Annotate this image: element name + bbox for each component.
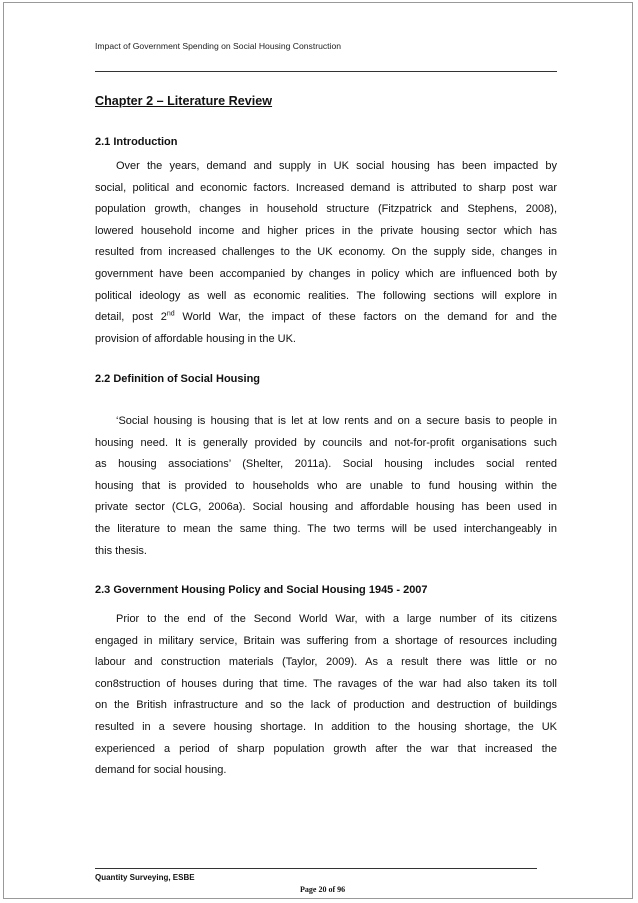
text-line: political ideology as well as economic realities. The following sections will explore in xyxy=(95,289,557,302)
footer-rule xyxy=(95,868,537,869)
text-line: Over the years, demand and supply in UK social housing has been impacted by xyxy=(116,160,557,172)
text-line: lowered household income and higher prices in the private housing sector which has xyxy=(95,224,557,237)
text-line: housing that is provided to households who are unable to fund housing within the xyxy=(95,479,557,492)
superscript: nd xyxy=(166,310,175,318)
paragraph-policy xyxy=(95,609,557,782)
text-line: engaged in military service, Britain was suffering from a shortage of resources including xyxy=(95,634,557,647)
text-fragment: detail, post 2 xyxy=(95,311,167,324)
page-number: Page 20 of 96 xyxy=(300,885,346,894)
paragraph-definition xyxy=(95,411,557,562)
text-line-with-superscript xyxy=(95,307,557,329)
running-header: Impact of Government Spending on Social Housing Construction xyxy=(95,41,342,51)
text-line: labour and construction materials (Taylor, 2009). As a result there was little or no xyxy=(95,656,557,669)
text-fragment: World War, the impact of these factors on the demand for and the xyxy=(174,311,557,324)
text-line: Prior to the end of the Second World War, with a large number of its citizens xyxy=(116,613,557,625)
text-line: on the British infrastructure and so the lack of production and destruction of buildings xyxy=(95,699,557,712)
text-line: resulted from increased challenges to the UK economy. On the supply side, changes in xyxy=(95,246,557,259)
text-line: social, political and economic factors. Increased demand is attributed to sharp post war xyxy=(95,181,557,194)
text-line: resulted in a severe housing shortage. In addition to the housing shortage, the UK xyxy=(95,720,557,733)
text-line: the literature to mean the same thing. The two terms will be used interchangeably in xyxy=(95,522,557,535)
chapter-title: Chapter 2 – Literature Review xyxy=(95,94,273,108)
text-line: con8struction of houses during that time. The ravages of the war had also taken its toll xyxy=(95,677,557,690)
section-heading-introduction: 2.1 Introduction xyxy=(95,136,178,148)
paragraph-introduction xyxy=(95,156,557,350)
text-line: experienced a period of sharp population growth after the war that increased the xyxy=(95,742,557,755)
section-heading-policy: 2.3 Government Housing Policy and Social Housing 1945 - 2007 xyxy=(95,584,428,596)
text-line: government have been accompanied by changes in policy which are influenced both by xyxy=(95,267,557,280)
text-line: demand for social housing. xyxy=(95,764,227,777)
text-line: ‘Social housing is housing that is let at low rents and on a secure basis to people in xyxy=(116,415,557,427)
footer-course: Quantity Surveying, ESBE xyxy=(95,873,195,882)
text-line: population growth, changes in household structure (Fitzpatrick and Stephens, 2008), xyxy=(95,203,557,216)
text-line: housing need. It is generally provided by councils and not-for-profit organisations such xyxy=(95,436,557,449)
text-line: this thesis. xyxy=(95,544,147,557)
header-rule xyxy=(95,71,557,72)
text-line: provision of affordable housing in the UK. xyxy=(95,332,296,345)
section-heading-definition: 2.2 Definition of Social Housing xyxy=(95,373,261,385)
text-line: as housing associations’ (Shelter, 2011a). Social housing includes social rented xyxy=(95,458,557,471)
text-line: private sector (CLG, 2006a). Social housing and affordable housing has been used in xyxy=(95,501,557,514)
